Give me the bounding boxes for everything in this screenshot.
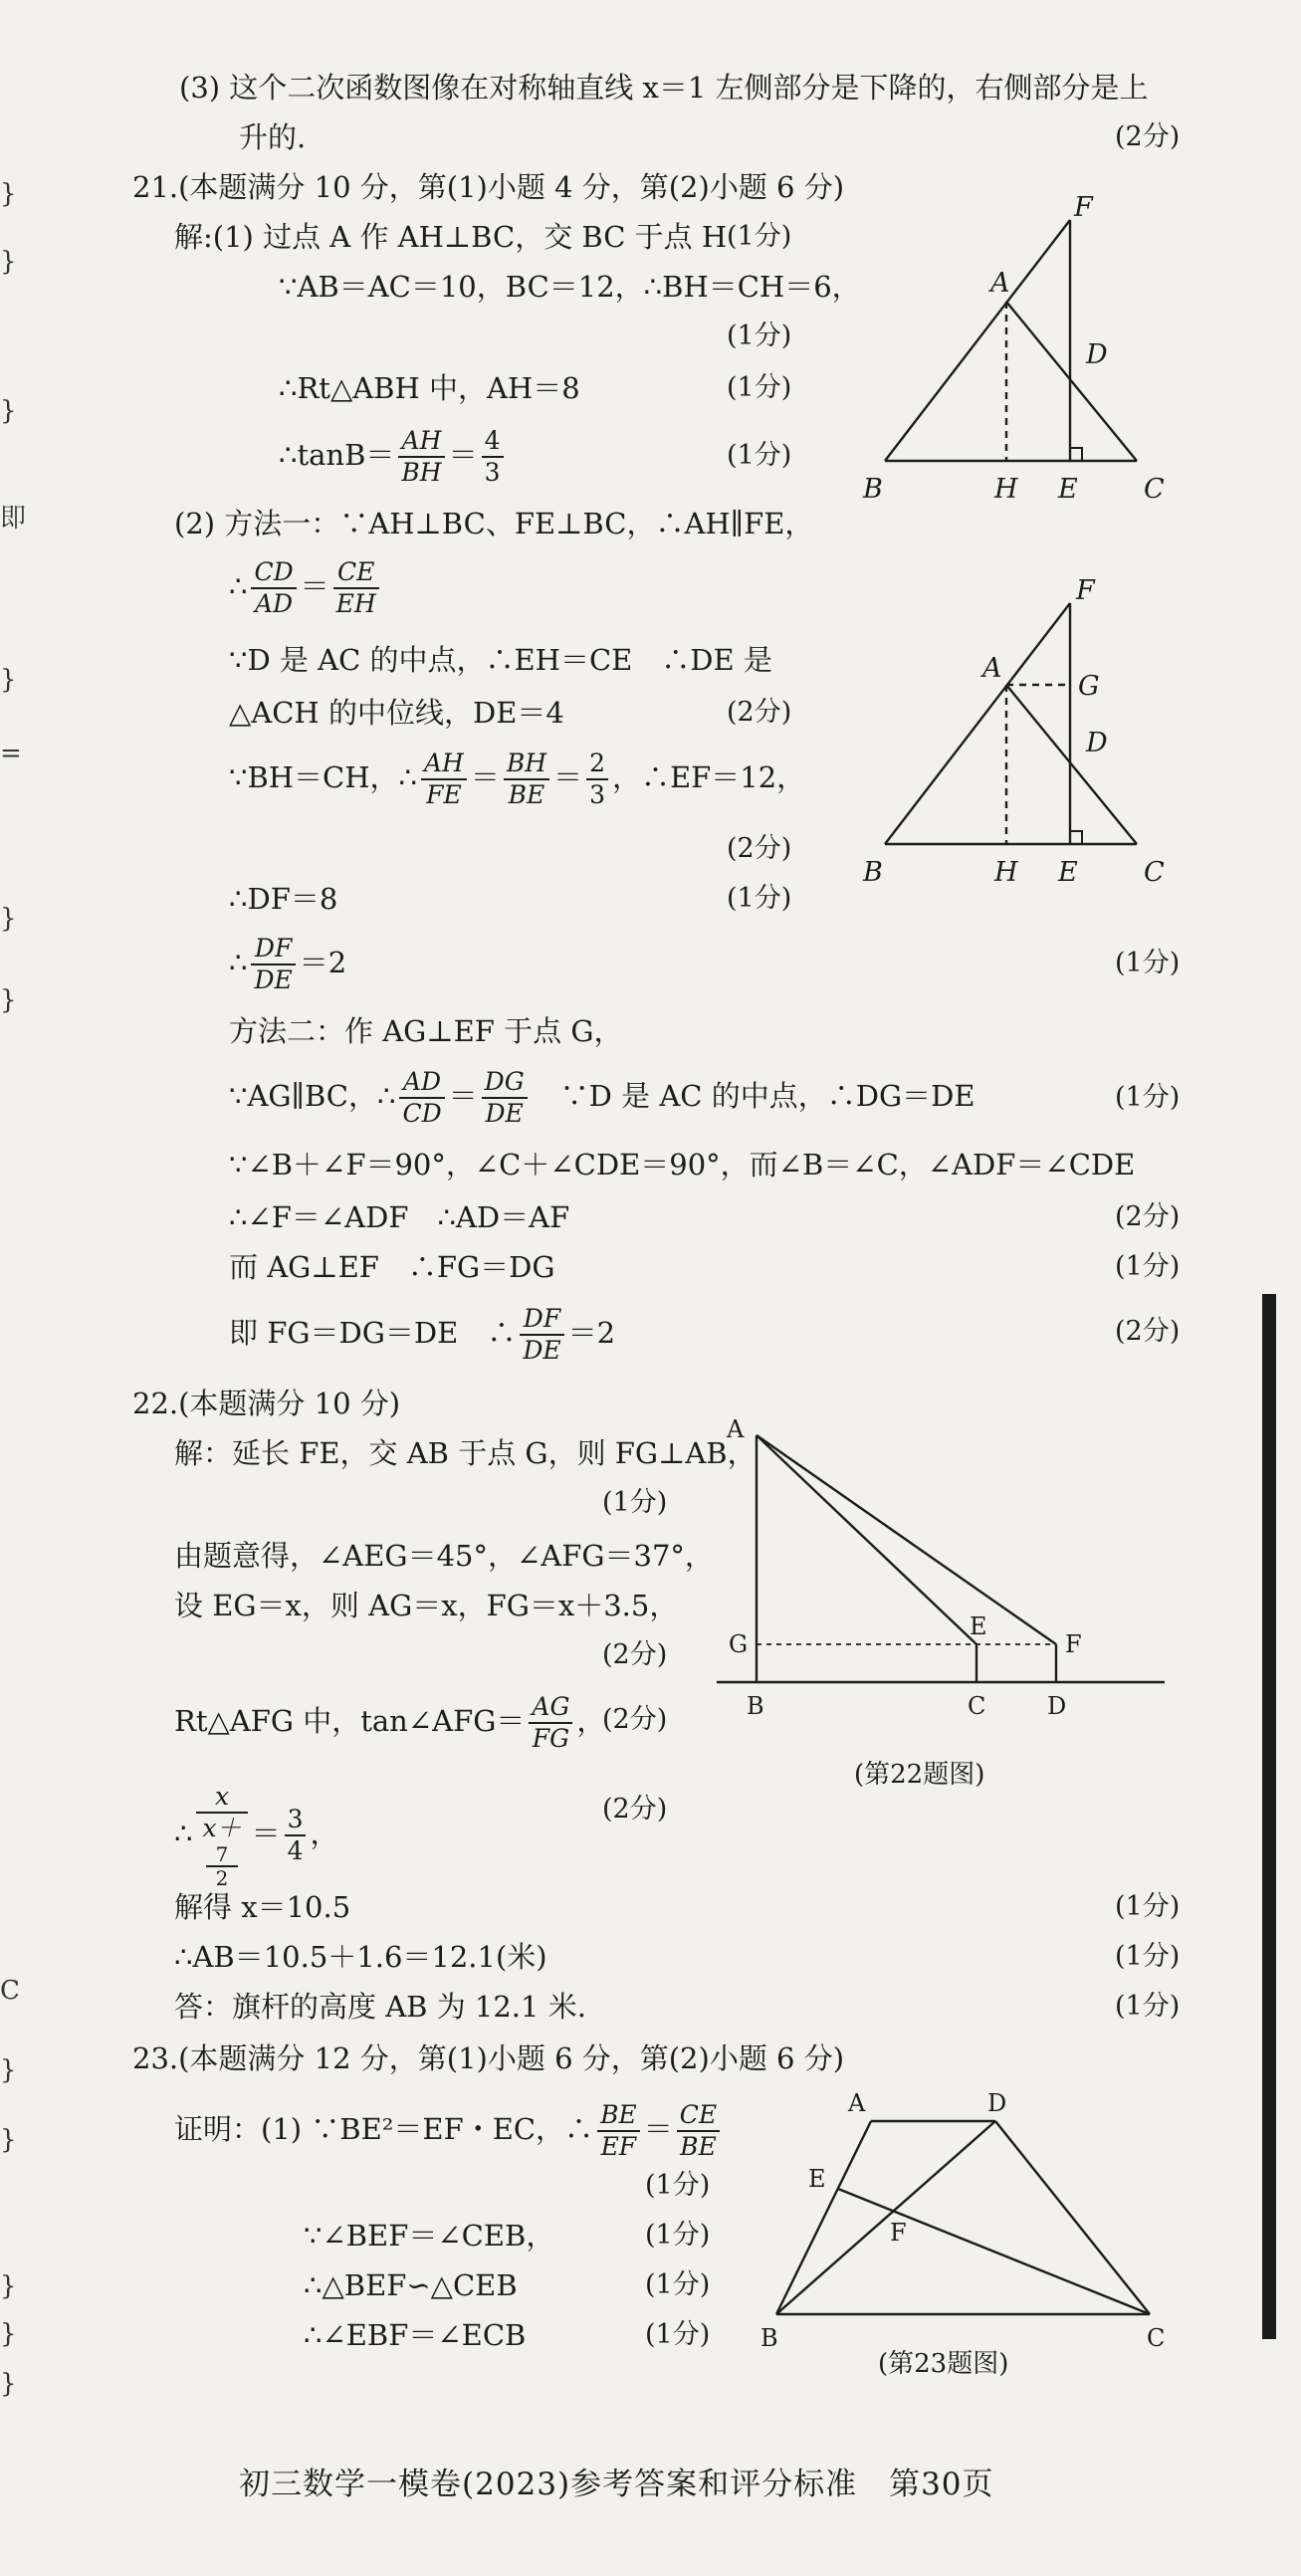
label-D: D bbox=[1047, 1692, 1067, 1720]
q21-m1-score4: (2分) bbox=[727, 697, 792, 728]
edge-mark: } bbox=[0, 179, 17, 209]
q21-header: 21.(本题满分 10 分，第(1)小题 4 分，第(2)小题 6 分) bbox=[132, 170, 845, 204]
label-D: D bbox=[1086, 339, 1108, 370]
q21-m2-line2: ∵AG∥BC，∴ $\frac{AD}{CD}$ ＝ $\frac{DG}{DE}$ ∵D 是 AC 的中点，∴DG＝DE bbox=[229, 1067, 976, 1128]
label-F: F bbox=[1065, 1630, 1082, 1658]
seg-AF bbox=[757, 1435, 1056, 1644]
label-H: H bbox=[994, 474, 1018, 505]
q22-score5: (2分) bbox=[602, 1794, 668, 1825]
edge-mark: } bbox=[0, 2055, 17, 2085]
q23-score2: (1分) bbox=[645, 2170, 711, 2201]
q21-m2-score2: (1分) bbox=[1115, 1082, 1181, 1113]
q21-m1-line4: △ACH 的中位线，DE＝4 bbox=[229, 696, 564, 730]
q22-score8: (1分) bbox=[1115, 1991, 1181, 2022]
edge-mark: } bbox=[0, 2125, 17, 2155]
label-B: B bbox=[863, 474, 883, 505]
q21-m2-line1: 方法二：作 AG⊥EF 于点 G， bbox=[229, 1014, 623, 1048]
q23-line4: ∴△BEF∽△CEB bbox=[304, 2268, 518, 2302]
q21-m1-line3: ∵D 是 AC 的中点，∴EH＝CE ∴DE 是 bbox=[229, 643, 772, 677]
q21-m2-score6: (2分) bbox=[1115, 1316, 1181, 1347]
edge-mark: } bbox=[0, 396, 17, 426]
q21-p1-score1: (1分) bbox=[727, 221, 792, 252]
label-A: A bbox=[990, 268, 1010, 299]
q22-line4: Rt△AFG 中，tan∠AFG＝ $\frac{AG}{FG}$ ， bbox=[174, 1692, 606, 1753]
q23-line5: ∴∠EBF＝∠ECB bbox=[304, 2318, 527, 2352]
q21-m1-score8: (1分) bbox=[1115, 948, 1181, 978]
seg-AE bbox=[757, 1435, 976, 1644]
label-C: C bbox=[1147, 2324, 1166, 2352]
q21-m1-line7: ∴DF＝8 bbox=[229, 882, 338, 916]
q21-p1-line2: ∵AB＝AC＝10，BC＝12，∴BH＝CH＝6， bbox=[279, 270, 861, 304]
label-H: H bbox=[994, 857, 1018, 888]
q21-p1-line3: ∴Rt△ABH 中，AH＝8 bbox=[279, 371, 580, 405]
q20-line2: 升的. bbox=[239, 120, 307, 154]
q21-m2-score5: (1分) bbox=[1115, 1251, 1181, 1282]
q21-p1-line1: 解:(1) 过点 A 作 AH⊥BC，交 BC 于点 H bbox=[174, 220, 728, 254]
q23-score3: (1分) bbox=[645, 2220, 711, 2251]
scan-edge-strip bbox=[1262, 1294, 1276, 2339]
seg-EC bbox=[838, 2189, 1150, 2314]
right-angle-mark bbox=[1070, 831, 1082, 844]
label-C: C bbox=[968, 1692, 986, 1720]
q23-score4: (1分) bbox=[645, 2269, 711, 2300]
edge-mark: } bbox=[0, 985, 17, 1015]
label-D: D bbox=[987, 2089, 1007, 2117]
label-G: G bbox=[1078, 671, 1100, 702]
q21-m1-score7: (1分) bbox=[727, 883, 792, 914]
seg-AC bbox=[1006, 685, 1137, 844]
q20-line1: (3) 这个二次函数图像在对称轴直线 x＝1 左侧部分是下降的，右侧部分是上 bbox=[179, 71, 1149, 105]
q21-p1-line4: ∴tanB＝ $\frac{AH}{BH}$ ＝ $\frac{4}{3}$ bbox=[279, 426, 508, 488]
q22-score1: (1分) bbox=[602, 1487, 668, 1518]
q22-line2: 由题意得，∠AEG＝45°，∠AFG＝37°， bbox=[174, 1539, 714, 1573]
label-A: A bbox=[848, 2089, 866, 2117]
q22-line1: 解：延长 FE，交 AB 于点 G，则 FG⊥AB， bbox=[174, 1436, 757, 1470]
label-B: B bbox=[760, 2324, 778, 2352]
q22-score6: (1分) bbox=[1115, 1891, 1181, 1922]
label-F: F bbox=[1074, 194, 1093, 223]
q21-m2-line3: ∵∠B＋∠F＝90°，∠C＋∠CDE＝90°，而∠B＝∠C，∠ADF＝∠CDE bbox=[229, 1148, 1136, 1181]
edge-mark: } bbox=[0, 904, 17, 934]
label-A: A bbox=[982, 653, 1002, 684]
label-D: D bbox=[1086, 728, 1108, 758]
edge-mark: = bbox=[0, 739, 22, 768]
q21-m1-line8: ∴ $\frac{DF}{DE}$ ＝2 bbox=[229, 934, 347, 994]
q22-line7: ∴AB＝10.5＋1.6＝12.1(米) bbox=[174, 1940, 547, 1974]
q22-score7: (1分) bbox=[1115, 1941, 1181, 1972]
q21-m1-line2: ∴ $\frac{CD}{AD}$ ＝ $\frac{CE}{EH}$ bbox=[229, 557, 383, 619]
q22-line8: 答：旗杆的高度 AB 为 12.1 米. bbox=[174, 1990, 586, 2024]
q21-m1-line5: ∵BH＝CH，∴ $\frac{AH}{FE}$ ＝ $\frac{BH}{BE}$ ＝ $\frac{2}{3}$ ，∴EF＝12， bbox=[229, 749, 806, 809]
q20-score: (2分) bbox=[1115, 121, 1181, 152]
q21-m2-line6: 即 FG＝DG＝DE ∴ $\frac{DF}{DE}$ ＝2 bbox=[229, 1304, 616, 1365]
q21-m2-score4: (2分) bbox=[1115, 1201, 1181, 1232]
label-E: E bbox=[970, 1612, 987, 1640]
label-F: F bbox=[890, 2219, 907, 2247]
q21-figure2 bbox=[851, 577, 1170, 896]
seg-DC bbox=[995, 2121, 1150, 2314]
label-E: E bbox=[1058, 857, 1078, 888]
seg-BF bbox=[885, 220, 1070, 461]
label-A: A bbox=[727, 1415, 745, 1443]
q21-p1-score4: (1分) bbox=[727, 440, 792, 471]
edge-mark: C bbox=[0, 1976, 20, 2006]
q22-caption: (第22题图) bbox=[854, 1760, 985, 1790]
edge-mark: } bbox=[0, 2319, 17, 2349]
label-E: E bbox=[808, 2165, 826, 2193]
q23-line1: 证明：(1) ∵BE²＝EF・EC，∴ $\frac{BE}{EF}$ ＝ $\frac{CE}{BE}$ bbox=[174, 2100, 724, 2162]
q23-figure bbox=[757, 2075, 1175, 2364]
q21-figure1 bbox=[851, 194, 1170, 513]
q21-m1-line1: (2) 方法一：∵AH⊥BC、FE⊥BC，∴AH∥FE， bbox=[174, 507, 814, 540]
page-footer: 初三数学一模卷(2023)参考答案和评分标准 第30页 bbox=[239, 2467, 994, 2502]
edge-mark: } bbox=[0, 665, 17, 695]
q22-line5: ∴ x x＋ 7 2 ＝ $\frac{3}{4}$ ， bbox=[174, 1782, 339, 1890]
q22-line6: 解得 x＝10.5 bbox=[174, 1890, 351, 1924]
q21-m1-score6: (2分) bbox=[727, 833, 792, 864]
edge-mark: } bbox=[0, 2271, 17, 2301]
right-angle-mark bbox=[1070, 448, 1082, 461]
q22-header: 22.(本题满分 10 分) bbox=[132, 1387, 401, 1420]
label-G: G bbox=[729, 1630, 749, 1658]
q23-caption: (第23题图) bbox=[878, 2349, 1009, 2379]
q23-line3: ∵∠BEF＝∠CEB， bbox=[304, 2219, 555, 2253]
edge-mark: } bbox=[0, 247, 17, 277]
q22-line3: 设 EG＝x，则 AG＝x，FG＝x＋3.5， bbox=[174, 1589, 679, 1622]
q23-score5: (1分) bbox=[645, 2319, 711, 2350]
q22-score4: (2分) bbox=[602, 1704, 668, 1735]
label-F: F bbox=[1076, 577, 1095, 606]
label-B: B bbox=[863, 857, 883, 888]
edge-mark: } bbox=[0, 2369, 17, 2399]
seg-AC bbox=[1006, 302, 1137, 461]
q21-p1-score2: (1分) bbox=[727, 321, 792, 351]
edge-mark: 即 bbox=[0, 504, 27, 534]
seg-BF bbox=[885, 603, 1070, 844]
label-B: B bbox=[747, 1692, 764, 1720]
q21-m2-line5: 而 AG⊥EF ∴FG＝DG bbox=[229, 1250, 555, 1284]
label-E: E bbox=[1058, 474, 1078, 505]
label-C: C bbox=[1144, 474, 1165, 505]
q23-header: 23.(本题满分 12 分，第(1)小题 6 分，第(2)小题 6 分) bbox=[132, 2041, 845, 2075]
q22-figure bbox=[707, 1413, 1175, 1722]
q21-m2-line4: ∴∠F＝∠ADF ∴AD＝AF bbox=[229, 1200, 570, 1234]
q21-p1-score3: (1分) bbox=[727, 372, 792, 403]
label-C: C bbox=[1144, 857, 1165, 888]
seg-AB bbox=[776, 2121, 871, 2314]
q22-score3: (2分) bbox=[602, 1639, 668, 1670]
seg-BD bbox=[776, 2121, 995, 2314]
